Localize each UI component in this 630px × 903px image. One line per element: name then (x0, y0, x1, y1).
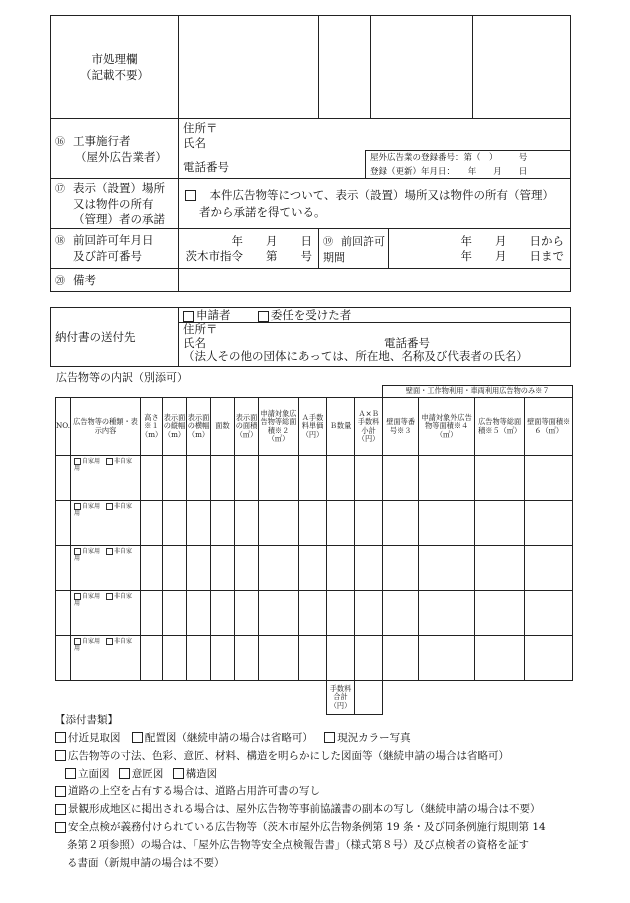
non-self-use-checkbox[interactable] (106, 593, 113, 600)
attachment-item: 配置図（継続申請の場合は省略可） (144, 731, 313, 744)
breakdown-title: 広告物等の内訳（別添可） (56, 371, 188, 384)
city-section-label: 市処理欄 (91, 52, 138, 66)
non-self-use-label: 非自家用 (74, 458, 133, 472)
attachment-item: 付近見取図 (68, 731, 121, 744)
fee-total-value[interactable] (355, 681, 383, 715)
col-wall-area: 壁面等面積※６（㎡） (525, 398, 573, 456)
attachment-item: 景観形成地区に掲出される場合は、屋外広告物等事前協議書の副本の写し（継続申請の場合は不要） (68, 803, 541, 816)
attachment-checkbox[interactable] (55, 750, 66, 761)
non-self-use-checkbox[interactable] (106, 638, 113, 645)
row16-name: 氏名 (183, 136, 206, 150)
row16-label2: （屋外広告業者） (75, 149, 167, 164)
attachment-item: 広告物等の寸法、色彩、意匠、材料、構造を明らかにした図面等（継続申請の場合は省略可） (68, 749, 509, 762)
breakdown-table (55, 385, 573, 715)
row18-date: 年 月 日 (231, 233, 312, 248)
city-section-note: （記載不要） (80, 68, 149, 82)
non-self-use-checkbox[interactable] (106, 503, 113, 510)
row18-permit: 茨木市指令 第 号 (185, 248, 312, 263)
row17-checkbox[interactable] (185, 190, 196, 201)
non-self-use-checkbox[interactable] (106, 458, 113, 465)
table-row[interactable] (56, 591, 573, 636)
row20-num: ⑳ (55, 276, 65, 287)
row16-label-cell (51, 119, 179, 179)
row19-num: ⑲ (323, 236, 333, 248)
non-self-use-checkbox[interactable] (106, 548, 113, 555)
table-row[interactable] (56, 456, 573, 501)
non-self-use-label: 非自家用 (74, 503, 133, 517)
delivery-address: 住所〒 (183, 322, 218, 336)
applicant-checkbox[interactable] (183, 311, 194, 322)
self-use-label: 自家用 (82, 548, 101, 555)
attachment-checkbox[interactable] (55, 732, 66, 743)
city-box-2 (319, 16, 371, 119)
delivery-table (50, 307, 571, 367)
non-self-use-label: 非自家用 (74, 593, 133, 607)
self-use-label: 自家用 (82, 503, 101, 510)
table-row[interactable] (56, 546, 573, 591)
attachment-item: 条第２項参照）の場合は、「屋外広告物等安全点検報告書」（様式第８号）及び点検者の資格を証す (67, 838, 529, 851)
row18-label-cell (51, 229, 179, 269)
table-row[interactable] (56, 501, 573, 546)
row17-num: ⑰ (55, 183, 65, 195)
col-vert: 表示面の縦幅（m） (163, 398, 187, 456)
delivery-label: 納付書の送付先 (51, 308, 179, 367)
attachment-checkbox[interactable] (55, 804, 66, 815)
self-use-label: 自家用 (82, 593, 101, 600)
col-type: 広告物等の種類・表示内容 (71, 398, 141, 456)
row16-label1: 工事施行者 (73, 133, 131, 148)
col-unit: Ａ手数料単価（円） (299, 398, 327, 456)
delegate-checkbox[interactable] (258, 311, 269, 322)
attachment-checkbox[interactable] (119, 768, 130, 779)
row19-label-cell (319, 229, 389, 269)
row16-num: ⑯ (55, 136, 65, 148)
row19-from: 年 月 日から (460, 233, 564, 248)
self-use-label: 自家用 (82, 458, 101, 465)
col-no: NO. (56, 398, 71, 456)
col-wall-no: 壁面等番号※３ (383, 398, 419, 456)
fee-spacer (56, 681, 327, 715)
row20-label: 備考 (73, 273, 96, 287)
delivery-options (179, 308, 570, 323)
row18-label1: 前回許可年月日 (73, 233, 154, 247)
row17-text1: 本件広告物等について、表示（設置）場所又は物件の所有（管理） (209, 187, 555, 202)
row18-num: ⑱ (55, 236, 65, 247)
row17-content-cell (179, 179, 571, 229)
col-area: 表示面の面積（㎡） (235, 398, 259, 456)
main-form-table (50, 15, 571, 292)
attachment-item: る書面（新規申請の場合は不要） (67, 856, 225, 869)
non-self-use-label: 非自家用 (74, 638, 133, 652)
row16-reg-label: 屋外広告業の登録番号：第（ ） 号 (370, 153, 528, 163)
row17-label-cell (51, 179, 179, 229)
row20-content-cell[interactable] (179, 269, 571, 292)
attachments-title: 【添付書類】 (55, 714, 118, 726)
fee-right-spacer (383, 681, 573, 715)
row17-label2: 又は物件の所有 (73, 196, 154, 211)
col-height: 高さ※１（m） (141, 398, 163, 456)
attachment-item: 現況カラー写真 (337, 731, 411, 744)
col-qty: Ｂ数量 (327, 398, 355, 456)
self-use-label: 自家用 (82, 638, 101, 645)
city-box-1 (179, 16, 319, 119)
attachment-checkbox[interactable] (324, 732, 335, 743)
col-ad-total: 広告物等総面積※５（㎡） (475, 398, 525, 456)
col-excluded: 申請対象外広告物等面積※４（㎡） (419, 398, 475, 456)
city-box-3 (371, 16, 473, 119)
attachment-checkbox[interactable] (65, 768, 76, 779)
city-section-cell (51, 16, 179, 119)
row16-registration-box (365, 150, 571, 178)
row17-label3: （管理）者の承諾 (73, 211, 165, 226)
col-subtotal: Ａ×Ｂ手数料小計（円） (355, 398, 383, 456)
row17-text2: 者から承諾を得ている。 (199, 204, 326, 219)
row16-content-cell[interactable] (179, 119, 571, 179)
applicant-label: 申請者 (196, 308, 231, 322)
row19-content-cell[interactable] (389, 229, 571, 269)
col-horiz: 表示面の横幅（m） (187, 398, 211, 456)
row19-label: 前回許可期間 (323, 234, 385, 264)
attachment-item: 意匠図 (131, 767, 164, 780)
city-box-4 (473, 16, 571, 119)
row18-content-cell[interactable] (179, 229, 319, 269)
col-total: 申請対象広告物等総面積※２（㎡） (259, 398, 299, 456)
attachment-item: 道路の上空を占有する場合は、道路占用許可書の写し (68, 785, 320, 798)
row16-address: 住所〒 (183, 121, 218, 135)
attachments-section (55, 712, 575, 873)
attachment-checkbox[interactable] (55, 822, 66, 833)
header-spacer (56, 386, 383, 398)
delivery-note: （法人その他の団体にあっては、所在地、名称及び代表者の氏名） (183, 349, 528, 363)
row20-label-cell (51, 269, 179, 292)
non-self-use-label: 非自家用 (74, 548, 133, 562)
attachment-item: 安全点検が義務付けられている広告物等（茨木市屋外広告物条例第 19 条・及び同条例施行規則第 14 (68, 821, 546, 834)
wall-header: 壁面・工作物利用・車両利用広告物のみ※７ (383, 386, 573, 398)
attachment-checkbox[interactable] (173, 768, 184, 779)
table-row[interactable] (56, 636, 573, 681)
row16-reg-date: 登録（更新）年月日： 年 月 日 (370, 167, 528, 177)
attachment-item: 立面図 (78, 767, 110, 780)
row17-label1: 表示（設置）場所 (73, 180, 165, 195)
delivery-name: 氏名 (183, 335, 206, 350)
delivery-content-cell[interactable] (179, 308, 571, 367)
row16-phone: 電話番号 (183, 160, 229, 174)
attachment-checkbox[interactable] (132, 732, 143, 743)
attachment-checkbox[interactable] (55, 786, 66, 797)
fee-total-label: 手数料合計（円） (327, 681, 355, 715)
delegate-label: 委任を受けた者 (270, 308, 352, 322)
row19-to: 年 月 日まで (460, 248, 564, 263)
delivery-phone: 電話番号 (384, 335, 430, 350)
col-faces: 面数 (211, 398, 235, 456)
row18-label2: 及び許可番号 (73, 249, 142, 263)
attachment-item: 構造図 (185, 767, 218, 780)
